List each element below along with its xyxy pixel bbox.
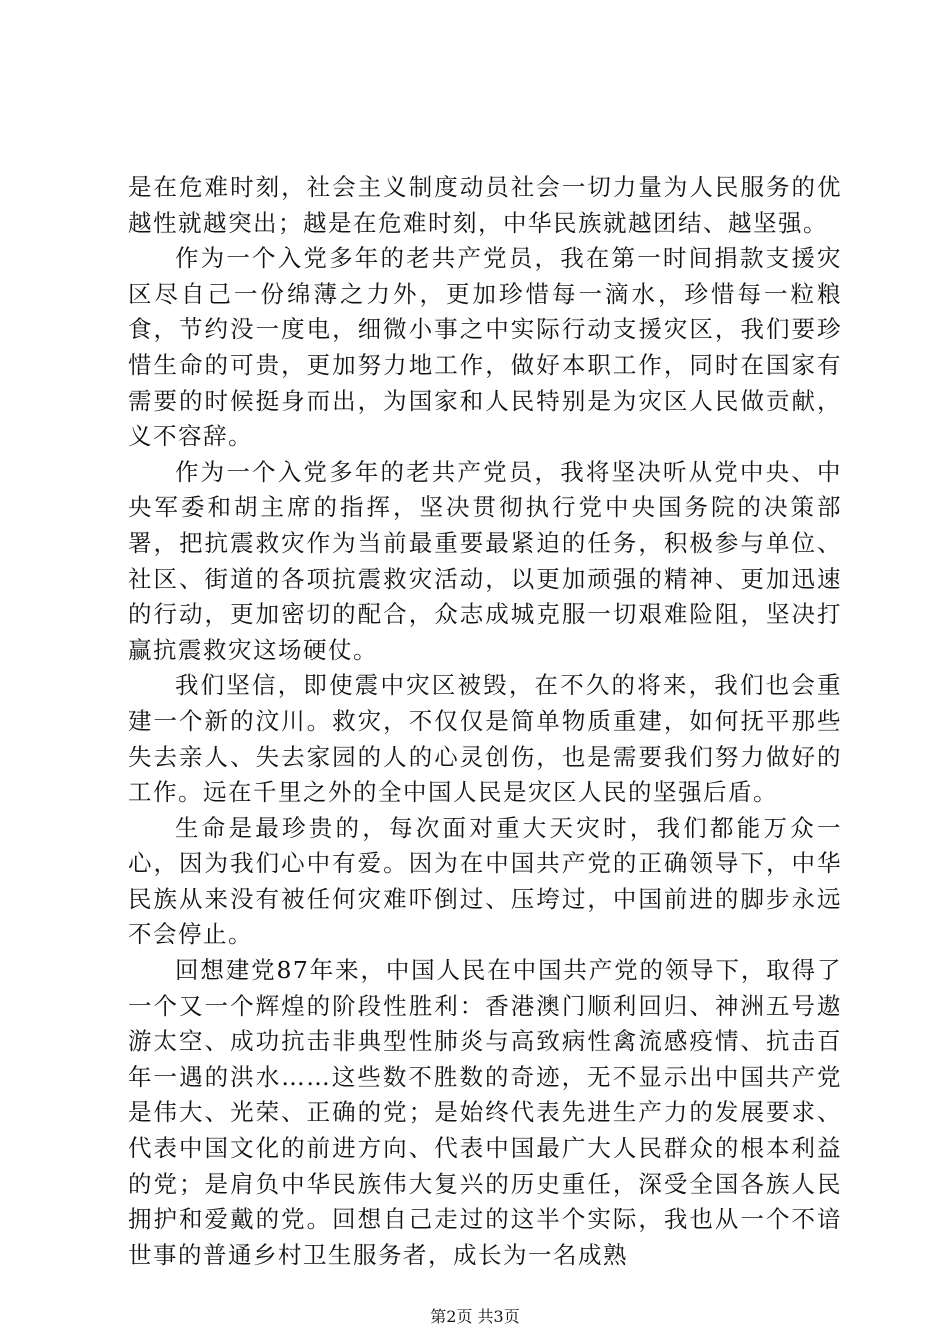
paragraph-5: 生命是最珍贵的，每次面对重大天灾时，我们都能万众一心，因为我们心中有爱。因为在中国共产党的正确领导下，中华民族从来没有被任何灾难吓倒过、压垮过，中国前进的脚步永远不会停止。	[128, 813, 842, 949]
page-number-footer: 第2页 共3页	[430, 1307, 520, 1326]
paragraph-4: 我们坚信，即使震中灾区被毁，在不久的将来，我们也会重建一个新的汶川。救灾，不仅仅是简单物质重建，如何抚平那些失去亲人、失去家园的人的心灵创伤，也是需要我们努力做好的工作。远在千里之外的全中国人民是灾区人民的坚强后盾。	[128, 671, 842, 807]
paragraph-6: 回想建党87年来，中国人民在中国共产党的领导下，取得了一个又一个辉煌的阶段性胜利：香港澳门顺利回归、神洲五号遨游太空、成功抗击非典型性肺炎与高致病性禽流感疫情、抗击百年一遇的洪水……这些数不胜数的奇迹，无不显示出中国共产党是伟大、光荣、正确的党；是始终代表先进生产力的发展要求、代表中国文化的前进方向、代表中国最广大人民群众的根本利益的党；是肩负中华民族伟大复兴的历史重任，深受全国各族人民拥护和爱戴的党。回想自己走过的这半个实际，我也从一个不谙世事的普通乡村卫生服务者，成长为一名成熟	[128, 956, 842, 1269]
paragraph-1: 是在危难时刻，社会主义制度动员社会一切力量为人民服务的优越性就越突出；越是在危难时刻，中华民族就越团结、越坚强。	[128, 173, 842, 237]
paragraph-3: 作为一个入党多年的老共产党员，我将坚决听从党中央、中央军委和胡主席的指挥，坚决贯彻执行党中央国务院的决策部署，把抗震救灾作为当前最重要最紧迫的任务，积极参与单位、社区、街道的各项抗震救灾活动，以更加顽强的精神、更加迅速的行动，更加密切的配合，众志成城克服一切艰难险阻，坚决打赢抗震救灾这场硬仗。	[128, 457, 842, 664]
paragraph-2: 作为一个入党多年的老共产党员，我在第一时间捐款支援灾区尽自己一份绵薄之力外，更加珍惜每一滴水，珍惜每一粒粮食，节约没一度电，细微小事之中实际行动支援灾区，我们要珍惜生命的可贵，更加努力地工作，做好本职工作，同时在国家有需要的时候挺身而出，为国家和人民特别是为灾区人民做贡献，义不容辞。	[128, 244, 842, 451]
document-body	[128, 170, 842, 1273]
